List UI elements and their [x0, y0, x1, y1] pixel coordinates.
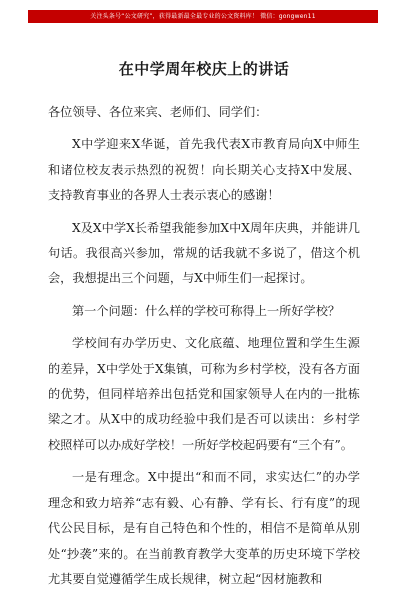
document-title: 在中学周年校庆上的讲话	[118, 60, 290, 78]
introduction-paragraph: X及X中学X长希望我能参加X中X周年庆典，并能讲几句话。我很高兴参加，常规的话我就不多说了，借这个机会，我想提出三个问题，与X中师生们一起探讨。	[48, 220, 360, 286]
good-school-paragraph: 学校间有办学历史、文化底蕴、地理位置和学生生源的差异，X中学处于X集镇，可称为乡村学校，没有各方面的优势，但同样培养出包括党和国家领导人在内的一批栋梁之才。从X中的成功经验中我们是否可以读出：乡村学校照样可以办成好学校！一所好学校起码要有“三个有”。	[48, 336, 360, 452]
first-question-paragraph: 第一个问题：什么样的学校可称得上一所好学校？	[72, 303, 341, 318]
philosophy-paragraph: 一是有理念。X中提出“和而不同，求实达仁”的办学理念和致力培养“志有毅、心有静、学有长、行有度”的现代公民目标，是有自己特色和个性的，相信不是简单从别处“抄袭”来的。在当前教育教学大变革的历史环境下学校尤其要自觉遵循学生成长规律，树立起“因材施教和	[48, 470, 360, 586]
top-banner: 关注头条号“公文研究”，获得最新最全最专业的公文资料库！ 微信：gongwen11	[28, 10, 378, 23]
congratulation-paragraph: X中学迎来X华诞，首先我代表X市教育局向X中师生和诸位校友表示热烈的祝贺！向长期关心支持X中发展、支持教育事业的各界人士表示衷心的感谢！	[48, 137, 360, 203]
salutation-paragraph: 各位领导、各位来宾、老师们、同学们：	[48, 105, 268, 119]
document-body	[48, 58, 360, 592]
